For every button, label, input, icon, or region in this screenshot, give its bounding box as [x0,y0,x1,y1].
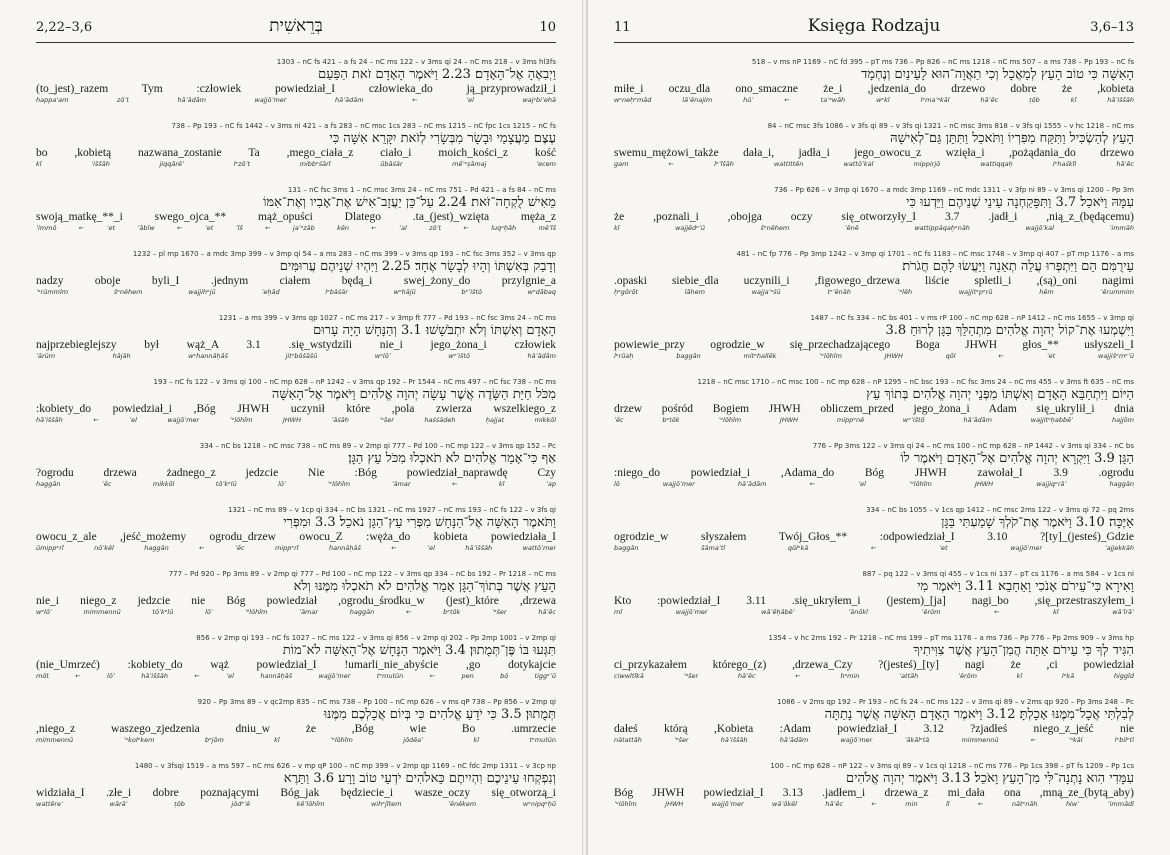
grammar-codes: 84 – nC msc 3fs 1086 – v 3fs qi 89 – v 3fs qi 1321 – nC msc 3ms 818 – v 3fs qi 1555 – v hc 1218 – nC ms [767,122,1134,130]
grammar-codes: 777 – Pd 920 – Pp 3ms 89 – v 2mp qi 777 – Pd 100 – nC mp 122 – v 3ms qp 334 – nC bs 192 – Pr 1218 – nC ms [168,570,556,578]
grammar-codes: 1303 – nC fs 421 – a fs 24 – nC ms 122 – v 3ms qi 24 – nC ms 218 – v 3ms hl3fs [276,58,556,66]
hebrew-line: הַיּוֹם וַיִּתְחַבֵּא הָאָדָם וְאִשְׁתּוֹ מִפְּנֵי יְהוָה אֱלֹהִים בְּתוֹךְ עֵץ [866,387,1134,402]
polish-translation: ci_przykazałem którego_(z) ,drzewa_Czy ?(jesteś)_[ty] nagi że ,ci powiedział [614,659,1134,671]
transliteration: mimmennū ʾᵃkolᵉkem bᵉjōm kî ʾᵉlōhîm jōdēaʿ kî tᵉmutūn [36,736,556,744]
page-number: 10 [539,20,556,35]
interlinear-block [36,506,556,554]
polish-translation: widziała_I .złe_i dobre poznającymi Bóg_jak będziecie_i wasze_oczy się_otworzą_i [36,787,556,799]
verse-range: 3,6–13 [1090,20,1134,35]
interlinear-block [36,378,556,426]
transliteration: ʾᵉlōhîm JHWH wajjōʾmer wāʾōkēl hāʿēc ← min lî ← nātᵉnāh hiwʾ ʿimmādî [614,800,1134,808]
hebrew-line: וָאִירָא כִּי־עֵירֹם אָנֹכִי וָאֵחָבֵא׃ 3.11 וַיֹּאמֶר מִי [917,579,1134,594]
hebrew-line: וְנִפְקְחוּ עֵינֵיכֶם וִהְיִיתֶם כֵּאלֹהִים יֹדְעֵי טוֹב וָרָע׃ 3.6 וַתֵּרֶא [283,771,556,786]
polish-translation: (to_jest)_razem Tym :człowiek powiedział_I człowieka_do ją_przyprowadził_i [36,83,556,95]
polish-translation: nadzy oboje byli_I .jednym ciałem będą_i swej_żony_do przylgnie_a [36,275,556,287]
polish-translation: bo ,kobietą nazwana_zostanie Ta ,mego_ciała_z ciało_i moich_kości_z kość [36,147,556,159]
transliteration: kî ʾiššāh jiqqārēʾ lᵉzōʾt mibbᵉśārî ūbāśār mēʿᵃṣāmaj ʿecem [36,160,556,168]
transliteration: ʿēc bᵉtōk ʾᵉlōhîm JHWH mippᵉnê wᵉʾištô hāʾādām wajjitᵉḥabbēʾ hajjōm [614,416,1134,424]
grammar-codes: 131 – nC fsc 3ms 1 – nC msc 3ms 24 – nC ms 751 – Pd 421 – a fs 84 – nC ms [287,186,556,194]
transliteration: wᵉlōʾ mimmennū tōʾkᵉlū lōʾ ʾᵉlōhîm ʾāmar haggān ← bᵉtōk ʾᵃšer hāʿēc [36,608,556,616]
polish-translation: ,niego_z waszego_zjedzenia dniu_w że ,Bóg wie Bo .umrzecie [36,723,556,735]
book-title-hebrew: בְּרֵאשִׁית [269,16,323,36]
interlinear-block [36,698,556,746]
transliteration: lô wajjōʾmer hāʾādām ← ʾel ʾᵉlōhîm JHWH wajjiqᵉrāʾ haggān [614,480,1134,488]
grammar-codes: 100 – nC mp 628 – nP 122 – v 3ms qi 89 – v 1cs qi 1218 – nC ms 776 – Pp 1cs 398 – pT fs 1209 – Pp 1cs [770,762,1134,770]
transliteration: ciwwîtîkā ʾᵃšer hāʿēc ← hᵃmin ʾattāh ʿêrōm kî lᵉkā higgîd [614,672,1134,680]
hebrew-line: וַיִּשְׁמְעוּ אֶת־קוֹל יְהוָה אֱלֹהִים מִתְהַלֵּךְ בַּגָּן לְרוּחַ 3.8 [885,323,1134,338]
polish-translation: .opaski siebie_dla uczynili_i ,figowego_drzewa liście spletli_i ,(są)_oni nagimi [614,275,1134,287]
transliteration: ʿᵃrūmmîm šᵉnêhem wajjihᵉjū ʾeḥād lᵉbāśār wᵉhājū bᵉʾištô wᵉdābaq [36,288,556,296]
polish-translation: drzew pośród Bogiem JHWH obliczem_przed jego_żona_i Adam się_ukrylił_i dnia [614,403,1134,415]
polish-translation: (nie_Umrzeć) :kobiety_do wąż powiedział_I !umarli_nie_abyście ,go dotykajcie [36,659,556,671]
interlinear-text [36,58,556,826]
polish-translation: Kto :powiedział_I 3.11 .się_ukryłem_i (jestem)_[ja] nagi_bo ,się_przestraszyłem_i [614,595,1134,607]
interlinear-block [614,570,1134,618]
hebrew-line: עִמָּהּ וַיֹּאכַל׃ 3.7 וַתִּפָּקַחְנָה עֵינֵי שְׁנֵיהֶם וַיֵּדְעוּ כִּי [906,195,1134,210]
interlinear-block [36,442,556,490]
polish-translation: miłe_i oczu_dla ono_smaczne że_i ,jedzenia_do drzewo dobre że ,kobieta [614,83,1134,95]
polish-translation: :kobiety_do powiedział_i ,Bóg JHWH uczynił które ,pola zwierza wszelkiego_z [36,403,556,415]
interlinear-text [614,58,1134,826]
grammar-codes: 481 – nC fp 776 – Pp 3mp 1242 – v 3mp qi 1701 – nC fs 1183 – nC msc 1748 – v 3mp qi 407 – pT mp 1176 – a ms [736,250,1134,258]
hebrew-line: וַיְבִאֶהָ אֶל־הָאָדָם׃ 2.23 וַיֹּאמֶר הָאָדָם זֹאת הַפַּעַם [318,67,556,82]
grammar-codes: 518 – v ms nP 1169 – nC fd 395 – pT ms 736 – Pp 826 – nC ms 1218 – nC ms 507 – a ms 738 – Pp 193 – nC fs [751,58,1134,66]
interlinear-block [614,314,1134,362]
interlinear-block [36,250,556,298]
grammar-codes: 1487 – nC fs 334 – nC bs 401 – v ms rP 100 – nC mp 628 – nP 1412 – nC ms 1655 – v 3mp qi [810,314,1134,322]
interlinear-block [614,698,1134,746]
transliteration: ḥᵃgōrōt lāhem wajjaʿᵃśū tᵉʾēnāh ʿᵃlēh wajjitᵉpᵉrū hēm ʿêrummim [614,288,1134,296]
hebrew-line: תִּגְּעוּ בּוֹ פֶּן־תְּמֻתוּן׃ 3.4 וַיֹּאמֶר הַנָּחָשׁ אֶל־הָאִשָּׁה לֹא־מוֹת [282,643,556,658]
interlinear-block [614,506,1134,554]
grammar-codes: 887 – pq 122 – v 3ms qi 455 – v 1cs ni 137 – pT cs 1176 – a ms 584 – v 1cs ni [862,570,1134,578]
grammar-codes: 736 – Pp 626 – v 3mp qi 1670 – a mdc 3mp 1169 – nC mdc 1311 – v 3fp ni 89 – v 3ms qi 1200 – Pp 3m [774,186,1134,194]
polish-translation: powiewie_przy ogrodzie_w się_przechadzającego Boga JHWH głos_** usłyszeli_I [614,339,1134,351]
grammar-codes: 334 – nC bs 1218 – nC msc 738 – nC ms 89 – v 2mp qi 777 – Pd 100 – nC mp 122 – v 3ms qp 152 – Pc [199,442,556,450]
polish-translation: nie_i niego_z jedzcie nie Bóg powiedział ,ogrodu_środku_w (jest)_które ,drzewa [36,595,556,607]
transliteration: baggān šāmaʿtî qōlᵉkā ← ʾet wajjōʾmer ʾajjekkāh [614,544,1134,552]
hebrew-line: הָאִשָּׁה כִּי טוֹב הָעֵץ לְמַאֲכָל וְכִי תַאֲוָה־הוּא לָעֵינַיִם וְנֶחְמָד [861,67,1134,82]
transliteration: mî wajjōʾmer wāʾēḥābēʾ ʾānōkî ʿêrōm ← kî wāʾîrāʾ [614,608,1134,616]
hebrew-line: לְבִלְתִּי אֲכָל־מִמֶּנּוּ אָכָלְתָּ׃ 3.12 וַיֹּאמֶר הָאָדָם הָאִשָּׁה אֲשֶׁר נָתַתָּה [824,707,1134,722]
grammar-codes: 1321 – nC ms 89 – v 1cp qi 334 – nC bs 1321 – nC ms 1927 – nC ms 193 – nC fs 122 – v 3fs qi [227,506,556,514]
grammar-codes: 856 – v 2mp qi 193 – nC fs 1027 – nC ms 122 – v 3ms qi 856 – v 2mp qi 202 – Pp 2mp 1001 – v 2mp qi [196,634,556,642]
hebrew-line: הָאָדָם וְאִשְׁתּוֹ וְלֹא יִתְבֹּשָׁשׁוּ׃ 3.1 וְהַנָּחָשׁ הָיָה עָרוּם [313,323,556,338]
transliteration: ūmippᵉrî nōʾkēl haggān ← ʿēc mippᵉrî hannāḥāš ← ʾel hāʾiššāh wattōʾmer [36,544,556,552]
polish-translation: swoją_matkę_**_i swego_ojca_** mąż_opuści Dlatego .ta_(jest)_wzięta męża_z [36,211,556,223]
transliteration: hāʾiššāh ← ʾel wajjōʾmer ʾᵉlōhîm JHWH ʿāśāh ʾᵃšer haśśādeh ḥajjat mikkōl [36,416,556,424]
grammar-codes: 920 – Pp 3ms 89 – v qc2mp 835 – nC ms 738 – Pp 100 – nC mp 626 – v ms qP 738 – Pp 856 – v 2mp qi [197,698,556,706]
transliteration: lᵉrûaḥ baggān mitᵉhallēk ʾᵉlōhîm JHWH qōl ← ʾet wajjišᵉmᵉʿū [614,352,1134,360]
transliteration: ʿārūm hājāh wᵉhannāḥāš jitᵉbōšāšū wᵉlōʾ wᵉʾištô hāʾādām [36,352,556,360]
left-page [0,0,582,855]
hebrew-line: הָעֵץ אֲשֶׁר בְּתוֹךְ־הַגָּן אָמַר אֱלֹהִים לֹא תֹאכְלוּ מִמֶּנּוּ וְלֹא [293,579,556,594]
polish-translation: ?ogrodu drzewa żadnego_z jedzcie Nie :Bóg powiedział_naprawdę Czy [36,467,556,479]
polish-translation: owocu_z_ale ,jeść_możemy ogrodu_drzew owocu_Z :węża_do kobieta powiedziała_I [36,531,556,543]
interlinear-block [614,122,1134,170]
transliteration: ʾimmō ← ʾet ʾābîw ← ʾet ʾîš ← jaʿᵃzāb kēn ← ʿal zōʾt ← luqᵒḥāh mēʾîš [36,224,556,232]
grammar-codes: 1218 – nC msc 1710 – nC msc 100 – nC mp 628 – nP 1295 – nC bsc 193 – nC fsc 3ms 24 – nC ms 455 – v 3ms ft 635 – nC ms [697,378,1134,386]
hebrew-line: תְּמֻתוּן׃ 3.5 כִּי יֹדֵעַ אֱלֹהִים כִּי בְּיוֹם אֲכָלְכֶם מִמֶּנּוּ [323,707,556,722]
hebrew-line: הִגִּיד לְךָ כִּי עֵירֹם אַתָּה הֲמִן־הָעֵץ אֲשֶׁר צִוִּיתִיךָ [913,643,1134,658]
interlinear-block [36,186,556,234]
grammar-codes: 1231 – a ms 399 – v 3ms qp 1027 – nC ms 217 – v 3mp ft 777 – Pd 193 – nC fsc 3ms 24 – nC ms [218,314,556,322]
polish-translation: dałeś którą ,Kobieta :Adam powiedział_I 3.12 ?zjadłeś niego_z_jeść nie [614,723,1134,735]
transliteration: nātattāh ʾᵃšer hāʾiššāh hāʾādām wajjōʾmer ʾākālᵉtā mimmennū ← ʾᵃkāl lᵉbilᵉtî [614,736,1134,744]
grammar-codes: 193 – nC fs 122 – v 3ms qi 100 – nC mp 628 – nP 1242 – v 3ms qp 192 – Pr 1544 – nC ms 497 – nC fsc 738 – nC ms [153,378,556,386]
hebrew-line: וְדָבַק בְּאִשְׁתּוֹ וְהָיוּ לְבָשָׂר אֶחָד׃ 2.25 וַיִּהְיוּ שְׁנֵיהֶם עֲרוּמִּים [279,259,556,274]
interlinear-block [36,122,556,170]
hebrew-line: עִמָּדִי הִוא נָתְנָה־לִּי מִן־הָעֵץ וָאֹכֵל׃ 3.13 וַיֹּאמֶר יְהוָה אֱלֹהִים [845,771,1134,786]
hebrew-line: עֶצֶם מֵעֲצָמַי וּבָשָׂר מִבְּשָׂרִי לְזֹאת יִקָּרֵא אִשָּׁה כִּי [329,131,556,146]
hebrew-line: הַגָּן׃ 3.9 וַיִּקְרָא יְהוָה אֱלֹהִים אֶל־הָאָדָם וַיֹּאמֶר לוֹ [900,451,1134,466]
interlinear-block [36,762,556,810]
interlinear-block [36,58,556,106]
hebrew-line: מִכֹּל חַיַּת הַשָּׂדֶה אֲשֶׁר עָשָׂה יְהוָה אֱלֹהִים וַיֹּאמֶר אֶל־הָאִשָּׁה [271,387,556,402]
transliteration: haggān ʿēc mikkōl tōʾkᵉlū lōʾ ʾᵉlōhîm ʾāmar ← kî ʾap [36,480,556,488]
grammar-codes: 1354 – v hc 2ms 192 – Pr 1218 – nC ms 199 – pT ms 1176 – a ms 736 – Pp 776 – Pp 2ms 909 – v 3ms hp [768,634,1134,642]
interlinear-block [614,186,1134,234]
polish-translation: że ,poznali_i ,obojga oczy się_otworzyły_I 3.7 .jadł_i ,nią_z_(będącemu) [614,211,1134,223]
interlinear-block [614,634,1134,682]
interlinear-block [614,378,1134,426]
page-header [36,16,556,43]
interlinear-block [36,634,556,682]
transliteration: wattēreʾ wārāʿ ṭôb jōdᵉʿê kēʾlōhîm wihᵉjîtem ʿênêkem wᵉnipqᵉḥū [36,800,556,808]
book-title: Księga Rodzaju [807,16,941,36]
polish-translation: ogrodzie_w słyszałem Twój_Głos_** :odpowiedział_I 3.10 ?[ty]_(jesteś)_Gdzie [614,531,1134,543]
hebrew-line: וַתֹּאמֶר הָאִשָּׁה אֶל־הַנָּחָשׁ מִפְּרִי עֵץ־הַגָּן נֹאכֵל׃ 3.3 וּמִפְּרִי [283,515,556,530]
interlinear-block [36,570,556,618]
grammar-codes: 1480 – v 3fsqi 1519 – a ms 597 – nC ms 626 – v mp qP 100 – nC mp 399 – v 2mp qp 1169 – nC fdc 2mp 1311 – v 3cp np [134,762,556,770]
transliteration: happa'am zōʾt hāʾādām wajjōʾmer hāʾādām ← ʾel wajʸbiʾehā [36,96,556,104]
hebrew-line: אַף כִּי־אָמַר אֱלֹהִים לֹא תֹאכְלוּ מִכֹּל עֵץ הַגָּן׃ [348,451,556,466]
hebrew-line: הָעֵץ לְהַשְׂכִּיל וַתִּקַּח מִפִּרְיוֹ וַתֹּאכַל וַתִּתֵּן גַּם־לְאִישָׁהּ [890,131,1134,146]
interlinear-block [36,314,556,362]
polish-translation: Bóg JHWH powiedział_I 3.13 .jadłem_i drzewa_z mi_dała ona ,mną_ze_(bytą_aby) [614,787,1134,799]
grammar-codes: 334 – nC bs 1055 – v 1cs qp 1412 – nC msc 2ms 122 – v 3ms qi 72 – pq 2ms [866,506,1134,514]
right-page [588,0,1170,855]
hebrew-line: אַיֶּכָּה׃ 3.10 וַיֹּאמֶר אֶת־קֹלְךָ שָׁמַעְתִּי בַּגָּן [941,515,1134,530]
transliteration: gam ← lᵉʾîšāh wattittēn wattōʾkal mippirjō wattiqqaḥ lᵉhaśkîl hāʿēc [614,160,1134,168]
grammar-codes: 1232 – pl mp 1670 – a mdc 3mp 399 – v 3mp qi 54 – a ms 283 – nC ms 399 – v 3ms qp 193 – nC fsc 3ms 352 – v 3ms qp [132,250,556,258]
polish-translation: swemu_mężowi_także dała_i, jadła_i jego_owocu_z wzięła_i ,pożądania_do drzewo [614,147,1134,159]
interlinear-block [614,58,1134,106]
polish-translation: najprzebieglejszy był wąż_A 3.1 .się_wstydzili nie_i jego_żona_i człowiek [36,339,556,351]
interlinear-block [614,250,1134,298]
transliteration: môt ← lōʾ hāʾiššāh ← ʾel hannāḥāš wajjōʾmer tᵉmutūn ← pen bô tiggᵉʿū [36,672,556,680]
hebrew-line: עֵירֻמִּם הֵם וַיִּתְפְּרוּ עֲלֵה תְאֵנָה וַיַּעֲשׂוּ לָהֶם חֲגֹרֹת׃ [902,259,1134,274]
grammar-codes: 776 – Pp 3ms 122 – v 3ms qi 24 – nC ms 100 – nC mp 628 – nP 1442 – v 3ms qi 334 – nC bs [812,442,1134,450]
verse-range: 2,22–3,6 [36,20,93,35]
interlinear-block [614,762,1134,810]
hebrew-line: מֵאִישׁ לֻקְחָה־זֹּאת׃ 2.24 עַל־כֵּן יַעֲזָב־אִישׁ אֶת־אָבִיו וְאֶת־אִמּוֹ [263,195,556,210]
polish-translation: :niego_do powiedział_i ,Adama_do Bóg JHWH zawołał_I 3.9 .ogrodu [614,467,1134,479]
page-number: 11 [614,20,631,35]
page-header [614,16,1134,43]
transliteration: wᵉneḥᵉmād lāʿênajim hûʾ ← taʾᵃwāh wᵉkî lᵉmaʾᵃkāl hāʿēc ṭôb kî hāʾiššāh [614,96,1134,104]
interlinear-block [614,442,1134,490]
transliteration: kî wajjēdᵉʿū šᵉnêhem ʿênê wattippāqaḥᵉnāh wajjōʾkal ʿimmāh [614,224,1134,232]
grammar-codes: 738 – Pp 193 – nC fs 1442 – v 3ms ni 421 – a fs 283 – nC msc 1cs 283 – nC ms 1215 – nC fpc 1cs 1215 – nC fs [171,122,556,130]
grammar-codes: 1086 – v 2ms qp 192 – Pr 193 – nC fs 24 – nC ms 122 – v 3ms qi 89 – v 2ms qp 920 – Pp 3ms 248 – Pc [777,698,1134,706]
